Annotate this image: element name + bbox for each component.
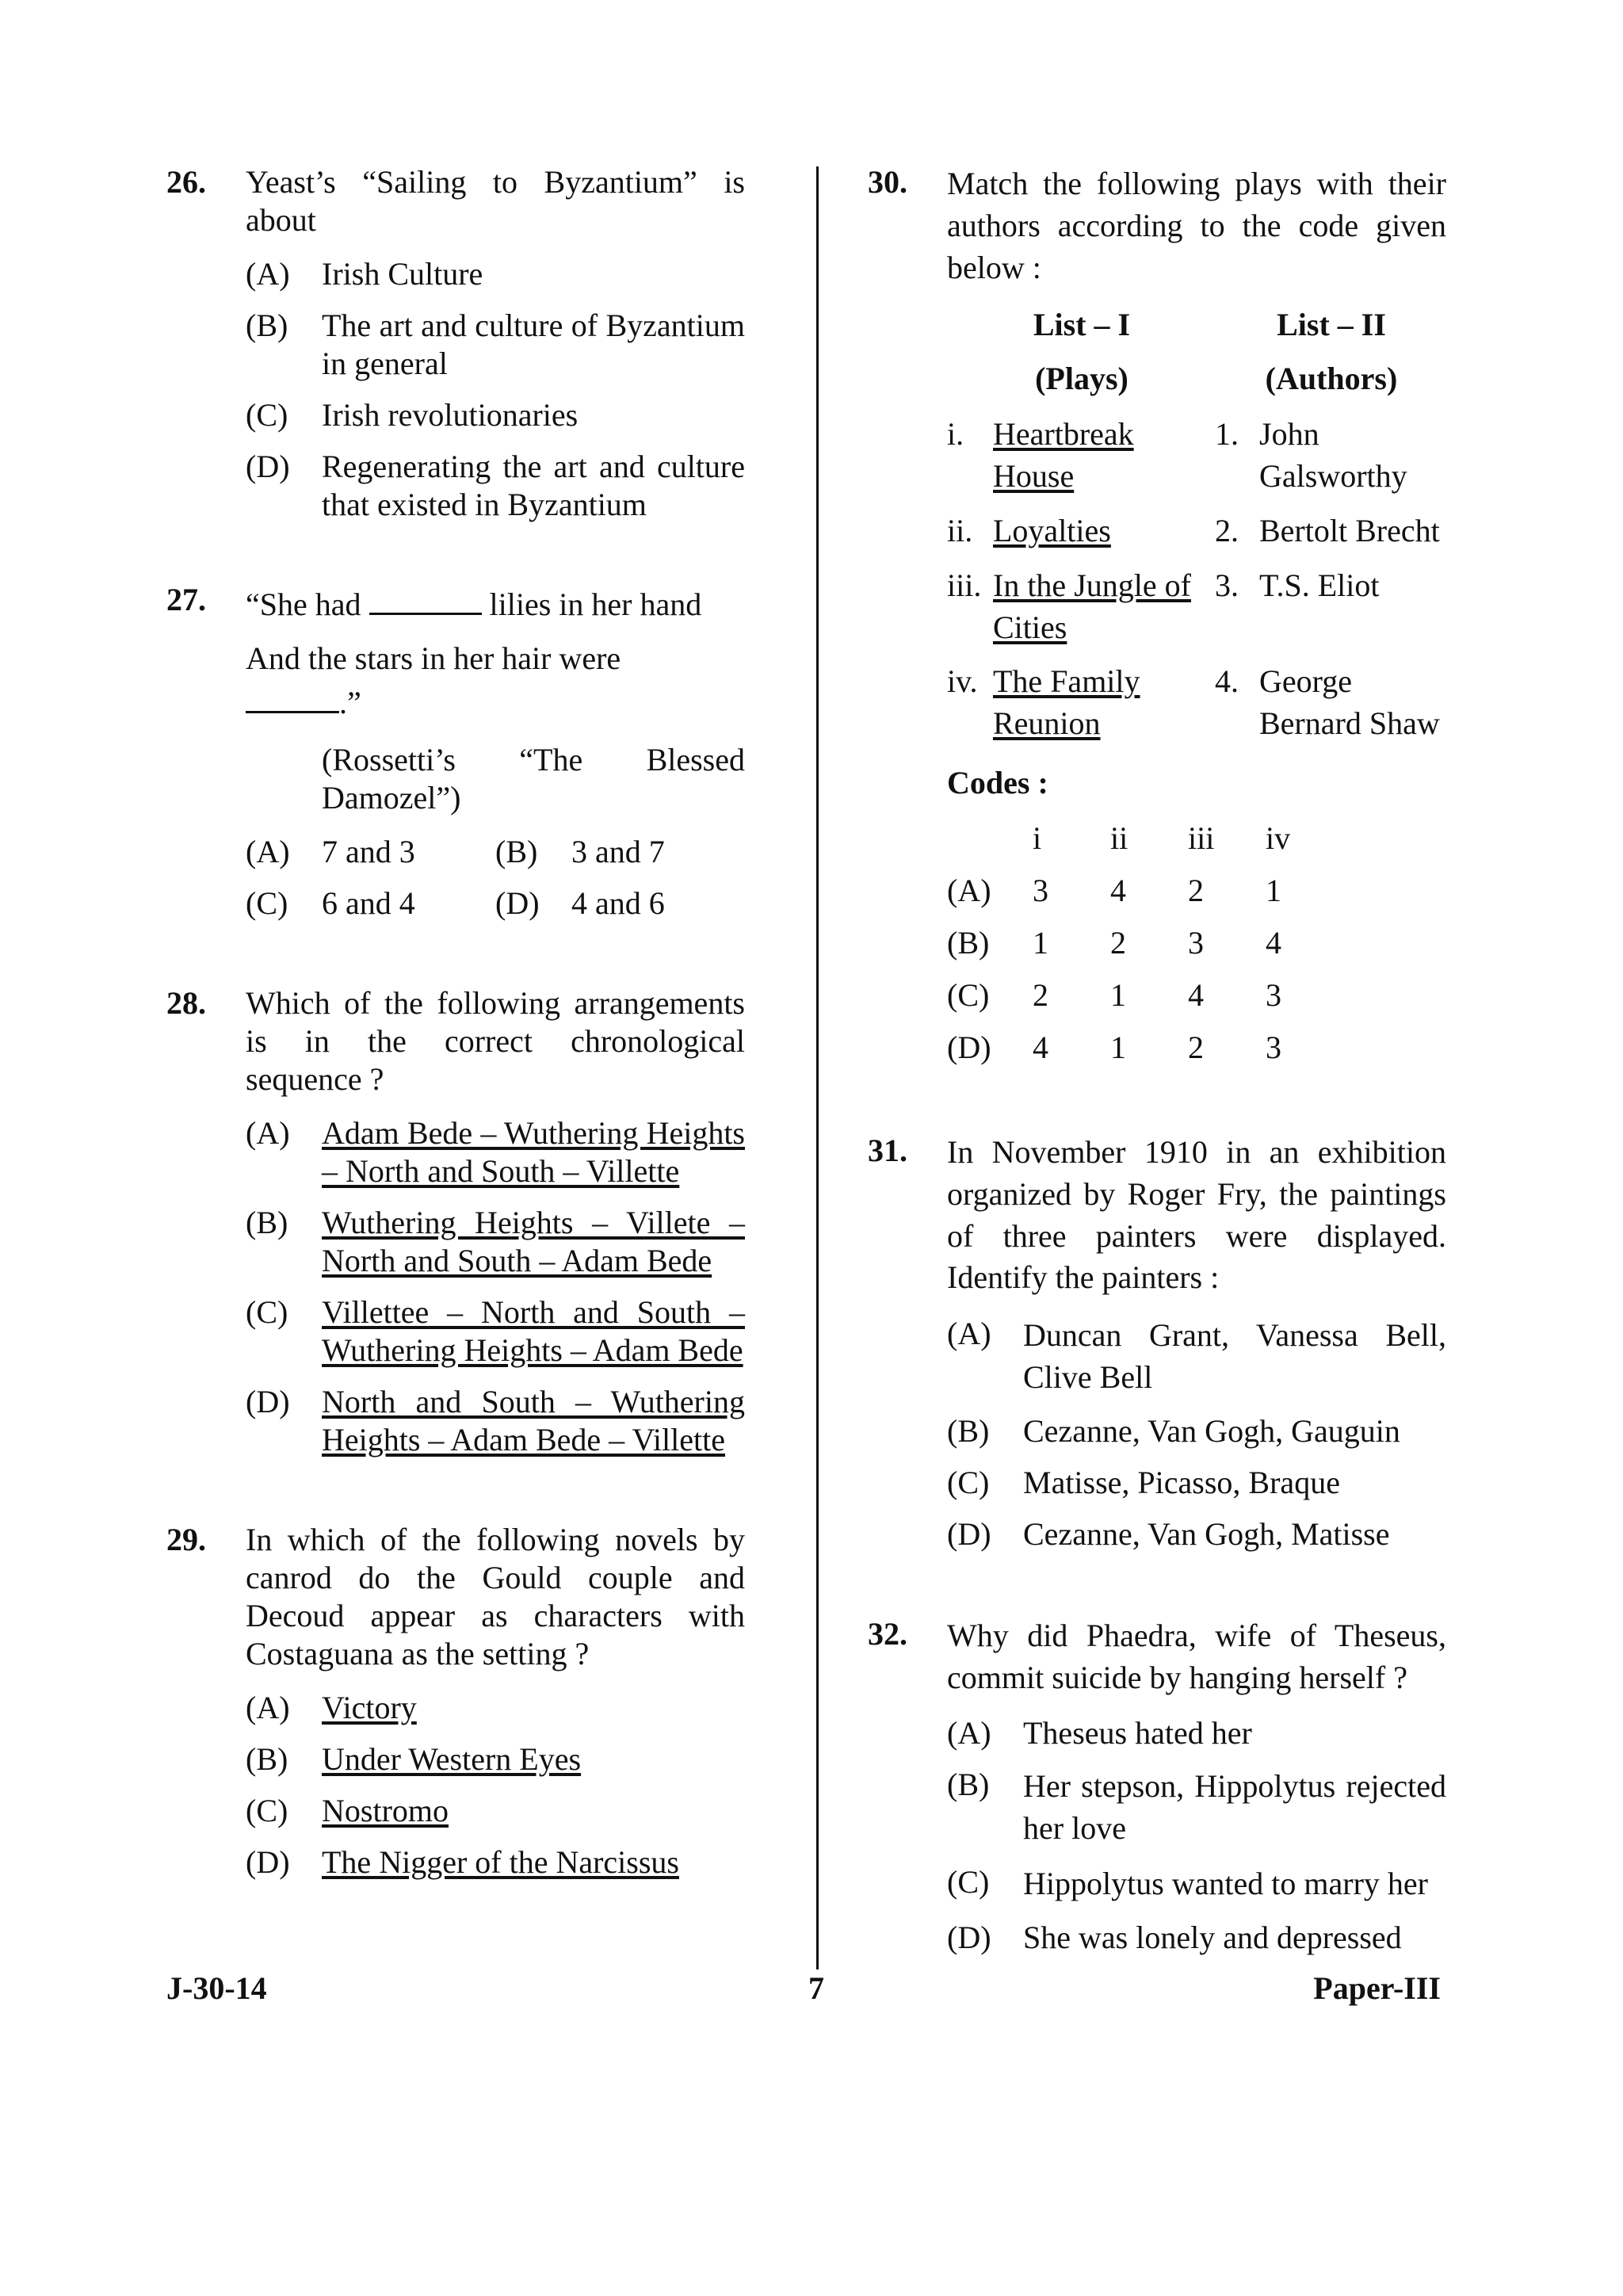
option-b[interactable] (246, 1740, 745, 1778)
code-cell: 2 (1188, 1029, 1204, 1065)
question-text: Yeast’s “Sailing to Byzantium” is about (246, 164, 745, 238)
code-option-label[interactable]: (A) (947, 872, 991, 908)
match-row (947, 661, 1446, 745)
option-a[interactable] (947, 1315, 1446, 1399)
code-cell: 2 (1188, 872, 1204, 908)
option-label: (A) (246, 1690, 290, 1725)
option-text: 4 and 6 (571, 885, 665, 921)
code-cell: 3 (1266, 1029, 1281, 1065)
code-cell: 1 (1110, 976, 1126, 1013)
author-number: 4. (1215, 663, 1239, 700)
options (947, 1315, 1446, 1553)
option-text: Cezanne, Van Gogh, Gauguin (1023, 1412, 1400, 1449)
option-text: Regenerating the art and culture that existed in Byzantium (322, 449, 745, 522)
option-text: Irish revolutionaries (322, 397, 579, 433)
option-d[interactable] (246, 1843, 745, 1881)
option-c[interactable] (947, 1464, 1446, 1502)
codes-table (947, 819, 1446, 1065)
options-row (246, 884, 745, 923)
author-number: 2. (1215, 512, 1239, 548)
poem-line-1 (246, 581, 745, 624)
question-26 (166, 163, 745, 524)
option-label: (C) (947, 1464, 990, 1500)
author-name: T.S. Eliot (1259, 567, 1380, 603)
question-29 (166, 1521, 745, 1881)
list-2-title: List – II (1277, 307, 1386, 343)
option-text: Nostromo (322, 1793, 449, 1828)
option-label: (B) (246, 308, 288, 343)
option-label: (A) (947, 1715, 991, 1752)
option-label: (B) (947, 1767, 990, 1803)
option-text: Wuthering Heights – Villete – North and South – Adam Bede (322, 1205, 745, 1278)
options (246, 1689, 745, 1881)
option-text: 6 and 4 (322, 885, 415, 921)
author-name: Bertolt Brecht (1259, 512, 1440, 548)
right-column (868, 163, 1446, 2019)
blank-line (246, 679, 339, 713)
option-label: (C) (246, 1294, 288, 1330)
options-row (246, 833, 745, 871)
option-d[interactable] (947, 1919, 1446, 1957)
question-30 (868, 163, 1446, 1064)
option-text: Matisse, Picasso, Braque (1023, 1464, 1340, 1500)
question-number: 28. (166, 985, 206, 1021)
options (947, 1714, 1446, 1956)
row-label: iv. (947, 663, 978, 700)
option-a[interactable] (947, 1714, 1446, 1752)
option-text: Hippolytus wanted to marry her (1023, 1865, 1428, 1901)
code-option-label[interactable]: (B) (947, 924, 990, 961)
option-label: (D) (246, 449, 290, 484)
question-32 (868, 1615, 1446, 1957)
option-label: (D) (246, 1844, 290, 1880)
option-text: 3 and 7 (571, 834, 665, 869)
list-1-title: List – I (1033, 307, 1131, 343)
option-text: North and South – Wuthering Heights – Adam Bede – Villette (322, 1384, 745, 1457)
option-text: Theseus hated her (1023, 1715, 1252, 1752)
match-header (947, 306, 1446, 344)
footer-page-number: 7 (808, 1970, 824, 2006)
question-28 (166, 984, 745, 1459)
question-number: 32. (868, 1615, 907, 1652)
option-label: (C) (246, 397, 288, 433)
option-d[interactable] (947, 1515, 1446, 1553)
poem-line-2: And the stars in her hair were (246, 640, 621, 676)
left-column (166, 163, 745, 1943)
code-cell: 1 (1033, 924, 1048, 961)
code-cell: 2 (1110, 924, 1126, 961)
author-name: George Bernard Shaw (1259, 663, 1440, 742)
code-cell: 4 (1266, 924, 1281, 961)
option-text: Adam Bede – Wuthering Heights – North and South – Villette (322, 1115, 745, 1189)
code-option-label[interactable]: (D) (947, 1029, 991, 1065)
option-text: Her stepson, Hippolytus rejected her love (1023, 1768, 1446, 1847)
code-cell: 1 (1110, 1029, 1126, 1065)
code-cell: 4 (1188, 976, 1204, 1013)
codes-title: Codes : (947, 764, 1048, 800)
option-c[interactable] (947, 1863, 1446, 1905)
option-label: (A) (947, 1316, 991, 1352)
option-b[interactable] (947, 1412, 1446, 1450)
options (246, 255, 745, 524)
option-a[interactable] (246, 255, 745, 293)
option-text: Irish Culture (322, 256, 483, 292)
row-label: ii. (947, 512, 973, 548)
match-table (947, 306, 1446, 745)
code-cell: 2 (1033, 976, 1048, 1013)
question-number: 27. (166, 582, 206, 617)
option-label: (D) (495, 885, 540, 921)
codes-header-cell: iii (1188, 819, 1215, 856)
code-cell: 4 (1033, 1029, 1048, 1065)
option-label: (D) (947, 1515, 991, 1552)
option-text: Villettee – North and South – Wuthering Heights – Adam Bede (322, 1294, 745, 1368)
option-label: (D) (246, 1384, 290, 1419)
match-row (947, 510, 1446, 552)
option-label: (D) (947, 1919, 991, 1955)
play-title: The Family Reunion (993, 663, 1140, 742)
question-text: In which of the following novels by canrod do the Gould couple and Decoud appear as characters with Costaguana as the setting ? (246, 1522, 745, 1671)
options (246, 1114, 745, 1459)
codes-header-cell (947, 823, 1033, 854)
play-title: Heartbreak House (993, 416, 1134, 495)
author-number: 1. (1215, 416, 1239, 453)
option-b[interactable] (246, 307, 745, 383)
codes-header-cell: iv (1266, 819, 1291, 856)
column-divider (816, 166, 819, 1969)
row-label: iii. (947, 567, 982, 603)
question-text: Which of the following arrangements is in the correct chronological sequence ? (246, 985, 745, 1097)
match-subheader (947, 360, 1446, 398)
code-cell: 4 (1110, 872, 1126, 908)
footer-paper-code: J-30-14 (166, 1970, 267, 2006)
option-text: She was lonely and depressed (1023, 1919, 1402, 1955)
question-27 (166, 581, 745, 923)
poem-source: (Rossetti’s “The Blessed Damozel”) (322, 742, 745, 816)
code-option-label[interactable]: (C) (947, 976, 990, 1013)
option-label: (B) (246, 1205, 288, 1240)
options (246, 833, 745, 923)
option-b[interactable] (947, 1766, 1446, 1850)
option-text: The art and culture of Byzantium in general (322, 308, 745, 381)
codes-header-cell: ii (1110, 819, 1128, 856)
list-1-subtitle: (Plays) (1035, 361, 1128, 397)
option-d[interactable] (246, 448, 745, 524)
footer-paper-name: Paper-III (1313, 1970, 1441, 2006)
option-label: (C) (246, 885, 288, 921)
code-cell: 3 (1266, 976, 1281, 1013)
option-c[interactable] (246, 1293, 745, 1370)
blank-line (369, 581, 482, 615)
option-text: Under Western Eyes (322, 1741, 582, 1777)
option-b[interactable] (495, 833, 745, 871)
option-text: Victory (322, 1690, 417, 1725)
poem-line-3 (246, 679, 745, 722)
option-a[interactable] (246, 1689, 745, 1727)
question-text: Why did Phaedra, wife of Theseus, commit suicide by hanging herself ? (947, 1617, 1446, 1695)
option-label: (B) (246, 1741, 288, 1777)
option-label: (C) (246, 1793, 288, 1828)
list-2-subtitle: (Authors) (1265, 361, 1398, 397)
poem-text: “She had (246, 586, 361, 622)
author-name: John Galsworthy (1259, 416, 1407, 495)
code-cell: 3 (1188, 924, 1204, 961)
option-a[interactable] (246, 1114, 745, 1190)
option-c[interactable] (246, 1792, 745, 1830)
option-text: The Nigger of the Narcissus (322, 1844, 679, 1880)
poem-text: .” (339, 685, 361, 720)
code-cell: 3 (1033, 872, 1048, 908)
play-title: In the Jungle of Cities (993, 567, 1191, 645)
option-b[interactable] (246, 1204, 745, 1280)
author-number: 3. (1215, 567, 1239, 603)
match-row (947, 565, 1446, 649)
option-d[interactable] (246, 1383, 745, 1459)
option-label: (B) (495, 834, 538, 869)
question-text: In November 1910 in an exhibition organized by Roger Fry, the paintings of three painters were displayed. Identify the painters : (947, 1133, 1446, 1296)
option-label: (A) (246, 256, 290, 292)
option-label: (A) (246, 1115, 290, 1151)
play-title: Loyalties (993, 512, 1111, 548)
question-31 (868, 1132, 1446, 1553)
option-text: 7 and 3 (322, 834, 415, 869)
question-number: 30. (868, 164, 907, 200)
match-row (947, 414, 1446, 498)
code-cell: 1 (1266, 872, 1281, 908)
row-label: i. (947, 416, 964, 453)
option-text: Duncan Grant, Vanessa Bell, Clive Bell (1023, 1317, 1446, 1395)
poem-text: lilies in her hand (489, 586, 702, 622)
option-label: (B) (947, 1412, 990, 1449)
option-a[interactable] (246, 833, 495, 871)
option-label: (A) (246, 834, 290, 869)
codes-header-cell: i (1033, 819, 1042, 856)
option-text: Cezanne, Van Gogh, Matisse (1023, 1515, 1390, 1552)
question-text: Match the following plays with their authors according to the code given below : (947, 166, 1446, 285)
option-c[interactable] (246, 396, 745, 434)
question-number: 31. (868, 1132, 907, 1168)
option-label: (C) (947, 1863, 990, 1900)
option-d[interactable] (495, 884, 745, 923)
question-number: 29. (166, 1522, 206, 1557)
option-c[interactable] (246, 884, 495, 923)
question-number: 26. (166, 164, 206, 200)
